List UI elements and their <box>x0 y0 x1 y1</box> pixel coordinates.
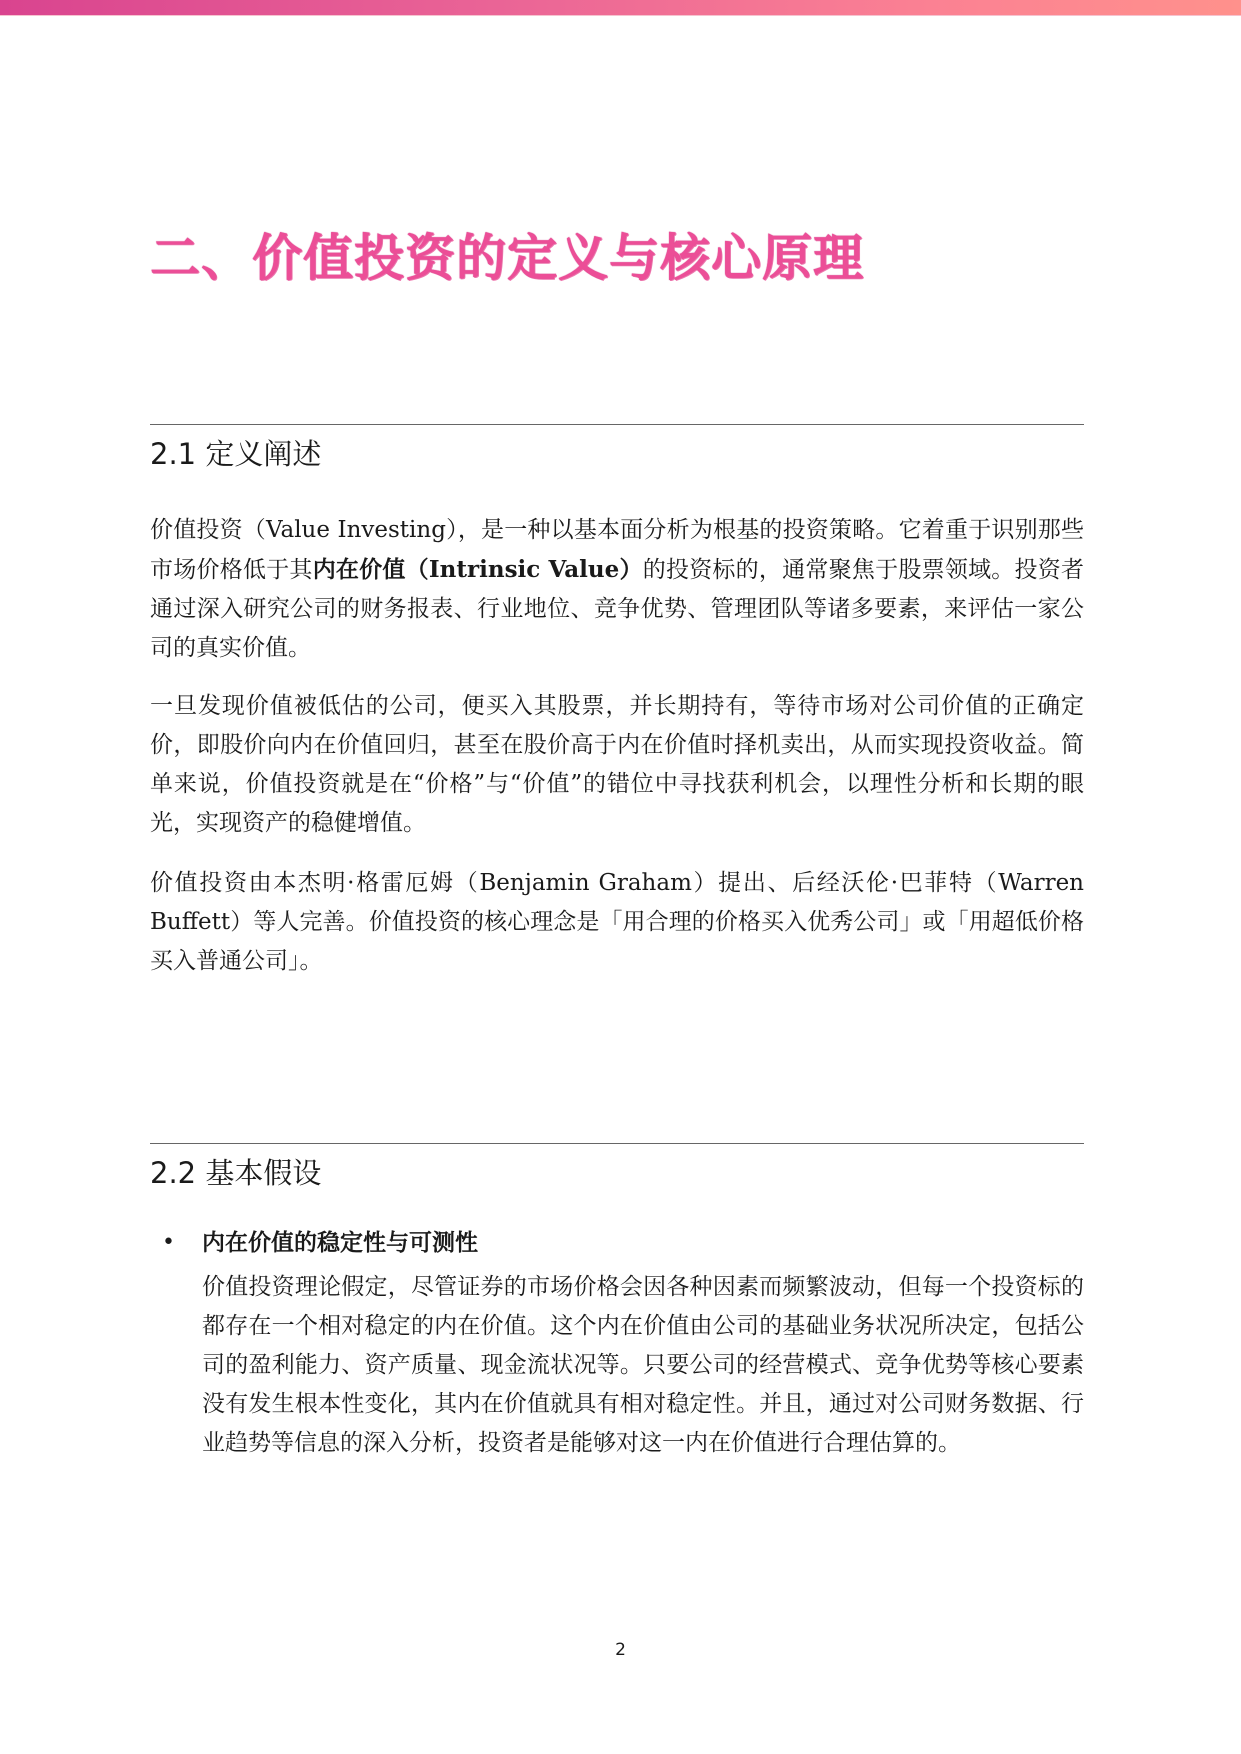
section-title-2-2: 2.2 基本假设 <box>150 1156 322 1190</box>
section-divider <box>150 1143 1084 1144</box>
bullet-marker-icon: • <box>162 1230 175 1255</box>
page-number: 2 <box>615 1640 626 1660</box>
paragraph-investment-process: 一旦发现价值被低估的公司，便买入其股票，并长期持有，等待市场对公司价值的正确定价，即股价向内在价值回归，甚至在股价高于内在价值时择机卖出，从而实现投资收益。简单来说，价值投资就是在“价格”与“价值”的错位中寻找获利机会，以理性分析和长期的眼光，实现资产的稳健增值。 <box>150 693 1084 836</box>
bullet-title: 内在价值的稳定性与可测性 <box>202 1229 478 1256</box>
paragraph-text: 价值投资（Value Investing），是一种以基本面分析为根基的投资策略。它着重于识别那些市场价格低于其 <box>150 517 1084 583</box>
chapter-title: 二、价值投资的定义与核心原理 <box>150 229 864 287</box>
top-bar-underline <box>0 15 1241 16</box>
bullet-body: 价值投资理论假定，尽管证券的市场价格会因各种因素而频繁波动，但每一个投资标的都存在一个相对稳定的内在价值。这个内在价值由公司的基础业务状况所决定，包括公司的盈利能力、资产质量、现金流状况等。只要公司的经营模式、竞争优势等核心要素没有发生根本性变化，其内在价值就具有相对稳定性。并且，通过对公司财务数据、行业趋势等信息的深入分析，投资者是能够对这一内在价值进行合理估算的。 <box>202 1274 1084 1456</box>
top-decorative-gradient-bar <box>0 0 1241 15</box>
section-title-2-1: 2.1 定义阐述 <box>150 437 322 471</box>
paragraph-origin: 价值投资由本杰明·格雷厄姆（Benjamin Graham）提出、后经沃伦·巴菲特（Warren Buffett）等人完善。价值投资的核心理念是「用合理的价格买入优秀公司」或「用超低价格买入普通公司」。 <box>150 870 1084 974</box>
section-divider <box>150 424 1084 425</box>
bold-term-intrinsic-value: 内在价值（Intrinsic Value） <box>312 556 643 583</box>
paragraph-definition <box>150 511 1084 668</box>
paragraph-text: 的投资标的，通常聚焦于股票领域。投资者通过深入研究公司的财务报表、行业地位、竞争优势、管理团队等诸多要素，来评估一家公司的真实价值。 <box>150 557 1085 661</box>
